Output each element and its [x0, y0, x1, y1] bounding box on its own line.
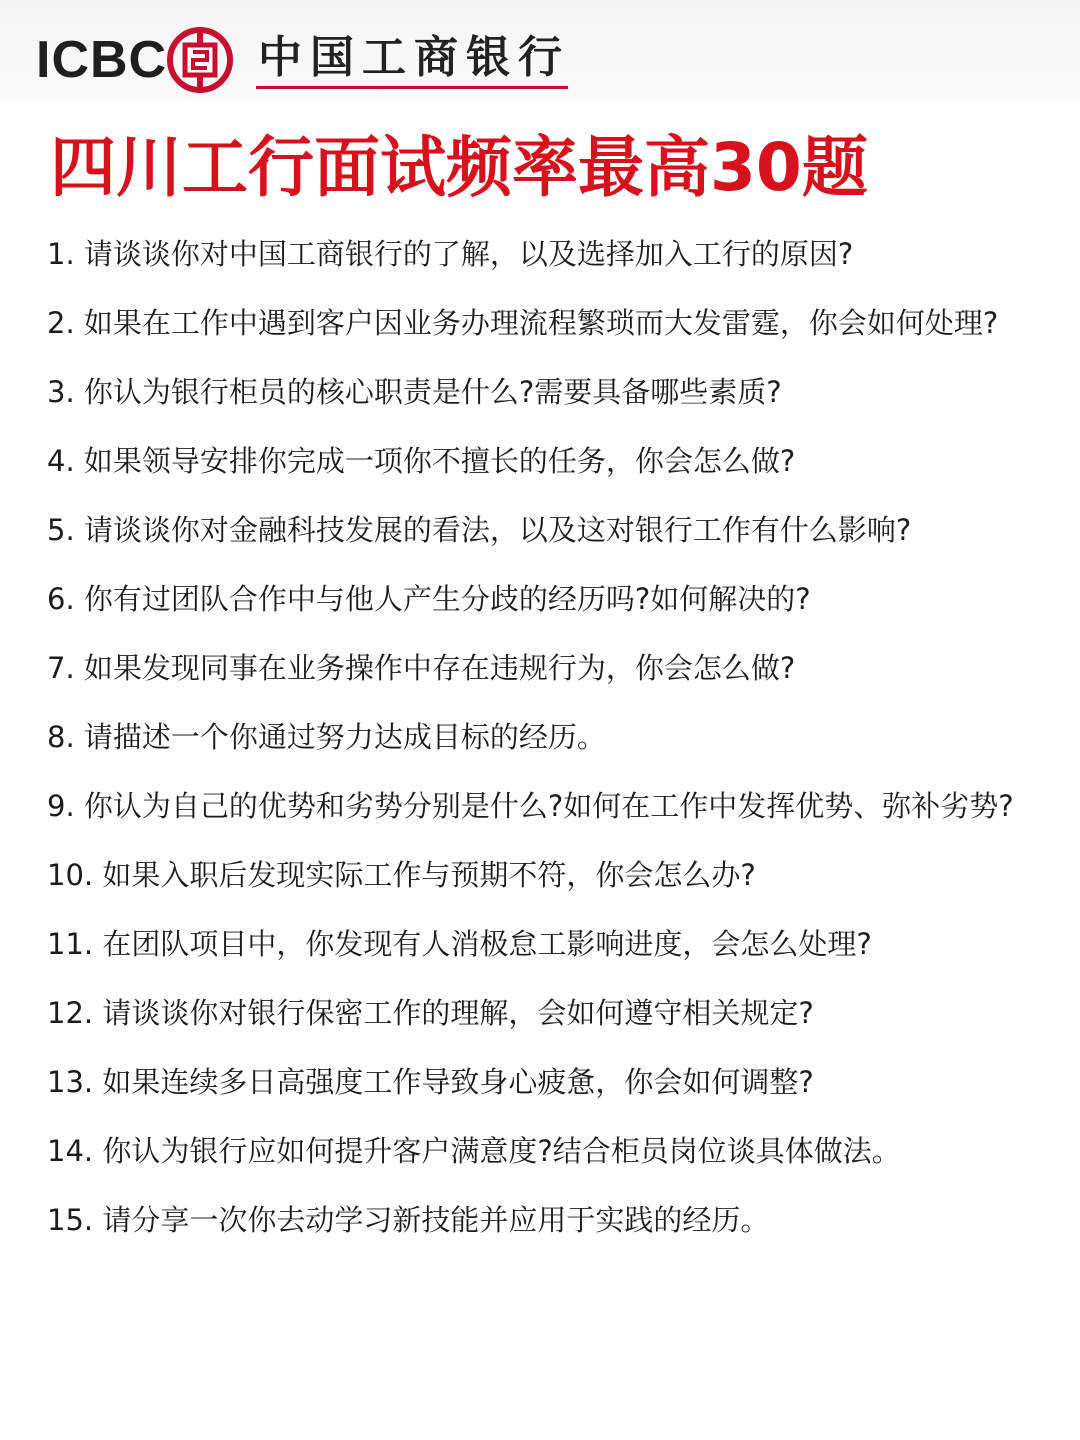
question-item: 5. 请谈谈你对金融科技发展的看法，以及这对银行工作有什么影响?: [47, 513, 912, 547]
question-item: 13. 如果连续多日高强度工作导致身心疲惫，你会如何调整?: [47, 1065, 814, 1099]
question-item: 15. 请分享一次你去动学习新技能并应用于实践的经历。: [47, 1203, 770, 1237]
question-item: 2. 如果在工作中遇到客户因业务办理流程繁琐而大发雷霆，你会如何处理?: [47, 306, 999, 340]
brand-name-en: ICBC: [36, 31, 168, 89]
icbc-seal-icon: [166, 26, 234, 94]
question-item: 3. 你认为银行柜员的核心职责是什么?需要具备哪些素质?: [47, 375, 782, 409]
question-item: 11. 在团队项目中，你发现有人消极怠工影响进度，会怎么处理?: [47, 927, 872, 961]
question-item: 14. 你认为银行应如何提升客户满意度?结合柜员岗位谈具体做法。: [47, 1134, 901, 1168]
brand-header: [0, 0, 1080, 100]
question-item: 12. 请谈谈你对银行保密工作的理解，会如何遵守相关规定?: [47, 996, 814, 1030]
question-list: [47, 220, 1047, 1255]
question-item: 9. 你认为自己的优势和劣势分别是什么?如何在工作中发挥优势、弥补劣势?: [47, 789, 1014, 823]
question-item: 6. 你有过团队合作中与他人产生分歧的经历吗?如何解决的?: [47, 582, 811, 616]
brand-underline: [256, 86, 568, 89]
question-item: 10. 如果入职后发现实际工作与预期不符，你会怎么办?: [47, 858, 756, 892]
question-item: 1. 请谈谈你对中国工商银行的了解，以及选择加入工行的原因?: [47, 237, 854, 271]
question-item: 7. 如果发现同事在业务操作中存在违规行为，你会怎么做?: [47, 651, 796, 685]
brand-name-cn: 中国工商银行: [258, 32, 570, 83]
page-title: 四川工行面试频率最高30题: [50, 129, 868, 206]
question-item: 4. 如果领导安排你完成一项你不擅长的任务，你会怎么做?: [47, 444, 796, 478]
question-item: 8. 请描述一个你通过努力达成目标的经历。: [47, 720, 606, 754]
